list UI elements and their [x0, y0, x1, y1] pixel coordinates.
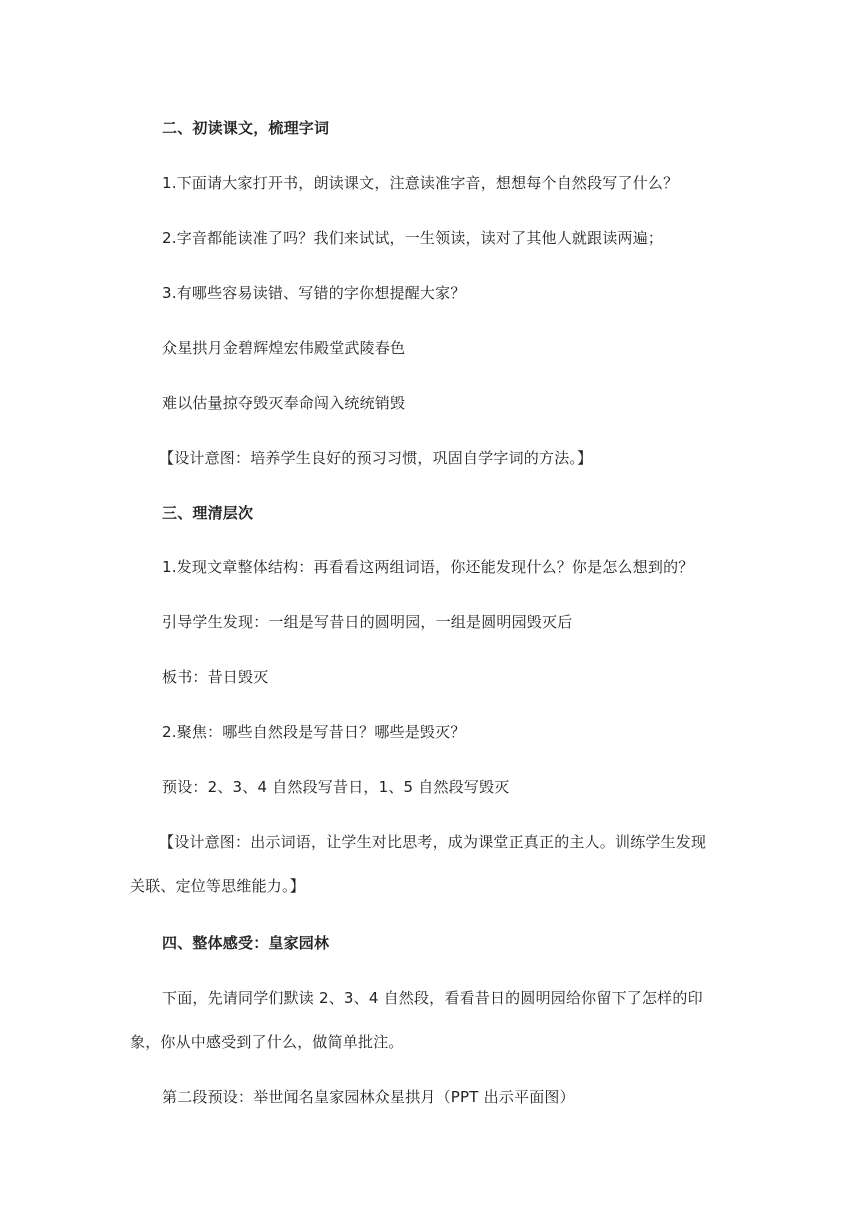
- paragraph: 3.有哪些容易读错、写错的字你想提醒大家？: [162, 284, 466, 302]
- paragraph: 第二段预设：举世闻名皇家园林众星拱月（PPT 出示平面图）: [162, 1088, 575, 1106]
- paragraph: 1.发现文章整体结构：再看看这两组词语，你还能发现什么？你是怎么想到的？: [162, 558, 694, 576]
- section-heading-overall: 四、整体感受：皇家园林: [162, 934, 330, 952]
- design-intent-note: 【设计意图：出示词语，让学生对比思考，成为课堂正真正的主人。训练学生发现: [159, 833, 707, 851]
- paragraph: 2.字音都能读准了吗？我们来试试，一生领读，读对了其他人就跟读两遍；: [162, 229, 664, 247]
- paragraph: 预设：2、3、4 自然段写昔日，1、5 自然段写毁灭: [162, 778, 510, 796]
- section-heading-reading: 二、初读课文，梳理字词: [162, 119, 330, 137]
- paragraph: 2.聚焦：哪些自然段是写昔日？哪些是毁灭？: [162, 723, 466, 741]
- design-intent-note-continued: 关联、定位等思维能力。】: [130, 877, 305, 895]
- design-intent-note: 【设计意图：培养学生良好的预习习惯，巩固自学字词的方法。】: [159, 449, 593, 467]
- section-heading-structure: 三、理清层次: [162, 504, 254, 522]
- word-list: 众星拱月金碧辉煌宏伟殿堂武陵春色: [162, 339, 406, 357]
- paragraph: 板书：昔日毁灭: [162, 668, 269, 686]
- paragraph: 引导学生发现：一组是写昔日的圆明园，一组是圆明园毁灭后: [162, 613, 573, 631]
- paragraph-continued: 象，你从中感受到了什么，做简单批注。: [130, 1033, 404, 1051]
- paragraph: 下面，先请同学们默读 2、3、4 自然段，看看昔日的圆明园给你留下了怎样的印: [162, 989, 703, 1007]
- word-list: 难以估量掠夺毁灭奉命闯入统统销毁: [162, 394, 406, 412]
- paragraph: 1.下面请大家打开书，朗读课文，注意读准字音，想想每个自然段写了什么？: [162, 174, 679, 192]
